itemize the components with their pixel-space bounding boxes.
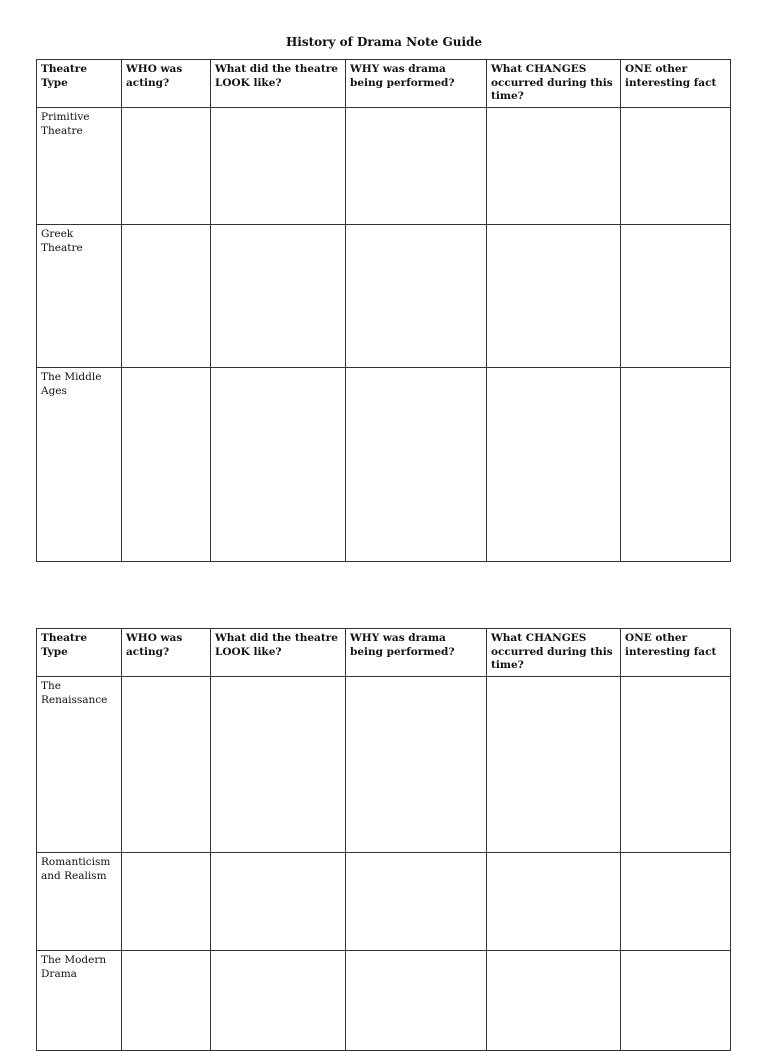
blank-cell[interactable]	[346, 852, 487, 950]
blank-cell[interactable]	[346, 107, 487, 224]
blank-cell[interactable]	[487, 367, 621, 561]
table-row	[37, 224, 731, 367]
blank-cell[interactable]	[487, 107, 621, 224]
row-label: The Renaissance	[37, 676, 122, 852]
blank-cell[interactable]	[211, 107, 346, 224]
blank-cell[interactable]	[122, 950, 211, 1050]
row-label: Primitive Theatre	[37, 107, 122, 224]
blank-cell[interactable]	[621, 224, 731, 367]
header-interesting-fact: ONE other interesting fact	[621, 60, 731, 108]
blank-cell[interactable]	[621, 676, 731, 852]
blank-cell[interactable]	[487, 950, 621, 1050]
table-row	[37, 107, 731, 224]
blank-cell[interactable]	[346, 367, 487, 561]
table-row	[37, 852, 731, 950]
header-row	[37, 60, 731, 108]
blank-cell[interactable]	[621, 367, 731, 561]
header-who-acting: WHO was acting?	[122, 629, 211, 677]
header-changes: What CHANGES occurred during this time?	[487, 629, 621, 677]
header-theatre-look: What did the theatre LOOK like?	[211, 629, 346, 677]
page-title: History of Drama Note Guide	[285, 35, 483, 49]
row-label: Greek Theatre	[37, 224, 122, 367]
blank-cell[interactable]	[122, 224, 211, 367]
header-theatre-type: Theatre Type	[37, 629, 122, 677]
header-interesting-fact: ONE other interesting fact	[621, 629, 731, 677]
blank-cell[interactable]	[346, 676, 487, 852]
header-row	[37, 629, 731, 677]
blank-cell[interactable]	[487, 676, 621, 852]
blank-cell[interactable]	[122, 852, 211, 950]
blank-cell[interactable]	[211, 367, 346, 561]
table-row	[37, 676, 731, 852]
table-row	[37, 367, 731, 561]
row-label: The Modern Drama	[37, 950, 122, 1050]
header-why-performed: WHY was drama being performed?	[346, 60, 487, 108]
row-label: Romanticism and Realism	[37, 852, 122, 950]
header-who-acting: WHO was acting?	[122, 60, 211, 108]
blank-cell[interactable]	[621, 107, 731, 224]
blank-cell[interactable]	[346, 224, 487, 367]
blank-cell[interactable]	[621, 852, 731, 950]
header-why-performed: WHY was drama being performed?	[346, 629, 487, 677]
row-label: The Middle Ages	[37, 367, 122, 561]
blank-cell[interactable]	[487, 224, 621, 367]
note-table-1	[36, 59, 731, 562]
note-table-2	[36, 628, 731, 1051]
table-row	[37, 950, 731, 1050]
blank-cell[interactable]	[211, 224, 346, 367]
blank-cell[interactable]	[621, 950, 731, 1050]
blank-cell[interactable]	[122, 367, 211, 561]
blank-cell[interactable]	[211, 676, 346, 852]
blank-cell[interactable]	[122, 107, 211, 224]
header-theatre-look: What did the theatre LOOK like?	[211, 60, 346, 108]
blank-cell[interactable]	[122, 676, 211, 852]
header-changes: What CHANGES occurred during this time?	[487, 60, 621, 108]
blank-cell[interactable]	[211, 950, 346, 1050]
blank-cell[interactable]	[346, 950, 487, 1050]
blank-cell[interactable]	[211, 852, 346, 950]
blank-cell[interactable]	[487, 852, 621, 950]
header-theatre-type: Theatre Type	[37, 60, 122, 108]
